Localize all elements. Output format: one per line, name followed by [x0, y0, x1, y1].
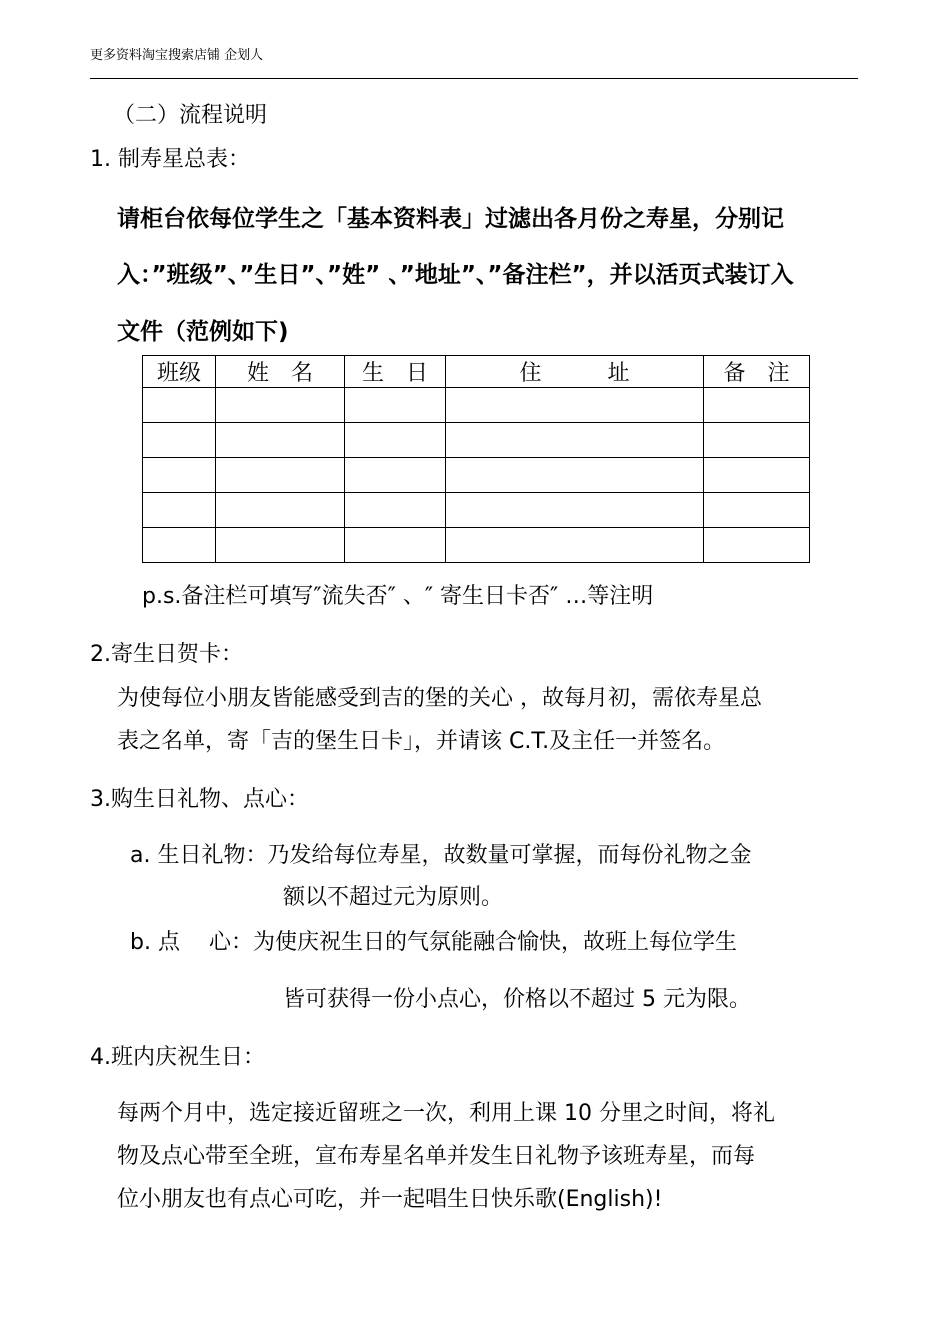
step4-line1: 每两个月中，选定接近留班之一次，利用上课 10 分里之时间，将礼: [117, 1101, 775, 1126]
table-cell: [143, 528, 216, 563]
table-cell: [345, 423, 446, 458]
column-header-class: 班级: [143, 356, 216, 388]
step3-item-a-line2: 额以不超过元为原则。: [283, 885, 504, 910]
section-title: （二）流程说明: [113, 103, 268, 128]
table-cell: [216, 493, 345, 528]
column-header-name: 姓 名: [216, 356, 345, 388]
step4-line2: 物及点心带至全班，宣布寿星名单并发生日礼物予该班寿星，而每: [117, 1144, 756, 1169]
table-header-row: [143, 356, 810, 388]
table-cell: [704, 528, 810, 563]
table-cell: [446, 423, 704, 458]
column-header-remarks: 备 注: [704, 356, 810, 388]
step3-title: 3.购生日礼物、点心：: [90, 787, 309, 812]
table-cell: [143, 423, 216, 458]
step3-item-b-line1: b. 点 心：为使庆祝生日的气氛能融合愉快，故班上每位学生: [130, 930, 737, 955]
table-row: [143, 423, 810, 458]
table-row: [143, 528, 810, 563]
table-cell: [704, 423, 810, 458]
step2-line1: 为使每位小朋友皆能感受到吉的堡的关心 ，故每月初，需依寿星总: [117, 686, 762, 711]
step2-line2: 表之名单，寄「吉的堡生日卡」，并请该 C.T.及主任一并签名。: [117, 729, 726, 754]
table-cell: [216, 423, 345, 458]
ps-note: p.s.备注栏可填写″流失否″ 、″ 寄生日卡否″ …等注明: [142, 584, 654, 609]
table-cell: [216, 388, 345, 423]
table-cell: [345, 493, 446, 528]
table-cell: [345, 528, 446, 563]
table-cell: [446, 458, 704, 493]
step1-title: 1. 制寿星总表：: [90, 147, 250, 172]
table-row: [143, 458, 810, 493]
column-header-birthday: 生 日: [345, 356, 446, 388]
column-header-address: 住 址: [446, 356, 704, 388]
table-cell: [704, 458, 810, 493]
step1-paragraph-line2: 入：”班级”、”生日”、”姓” 、”地址”、”备注栏”，并以活页式装订入: [117, 262, 794, 288]
table-cell: [704, 493, 810, 528]
step1-paragraph-line3: 文件（范例如下): [117, 319, 289, 345]
header-divider: [90, 78, 858, 79]
table-row: [143, 388, 810, 423]
table-cell: [216, 458, 345, 493]
table-row: [143, 493, 810, 528]
step3-item-a-line1: a. 生日礼物：乃发给每位寿星，故数量可掌握，而每份礼物之金: [130, 843, 752, 868]
table-cell: [345, 388, 446, 423]
table-cell: [143, 458, 216, 493]
table-cell: [446, 493, 704, 528]
step4-line3: 位小朋友也有点心可吃，并一起唱生日快乐歌(English)!: [117, 1187, 663, 1212]
table-cell: [446, 528, 704, 563]
table-cell: [446, 388, 704, 423]
step4-title: 4.班内庆祝生日：: [90, 1045, 265, 1070]
table-cell: [143, 493, 216, 528]
table-cell: [216, 528, 345, 563]
table-cell: [345, 458, 446, 493]
birthday-roster-table: [142, 355, 810, 563]
page-header: 更多资料淘宝搜索店铺 企划人: [90, 48, 264, 63]
step3-item-b-line2: 皆可获得一份小点心，价格以不超过 5 元为限。: [283, 987, 751, 1012]
step1-paragraph-line1: 请柜台依每位学生之「基本资料表」过滤出各月份之寿星，分别记: [117, 206, 784, 232]
table-cell: [704, 388, 810, 423]
step2-title: 2.寄生日贺卡：: [90, 642, 243, 667]
table-cell: [143, 388, 216, 423]
